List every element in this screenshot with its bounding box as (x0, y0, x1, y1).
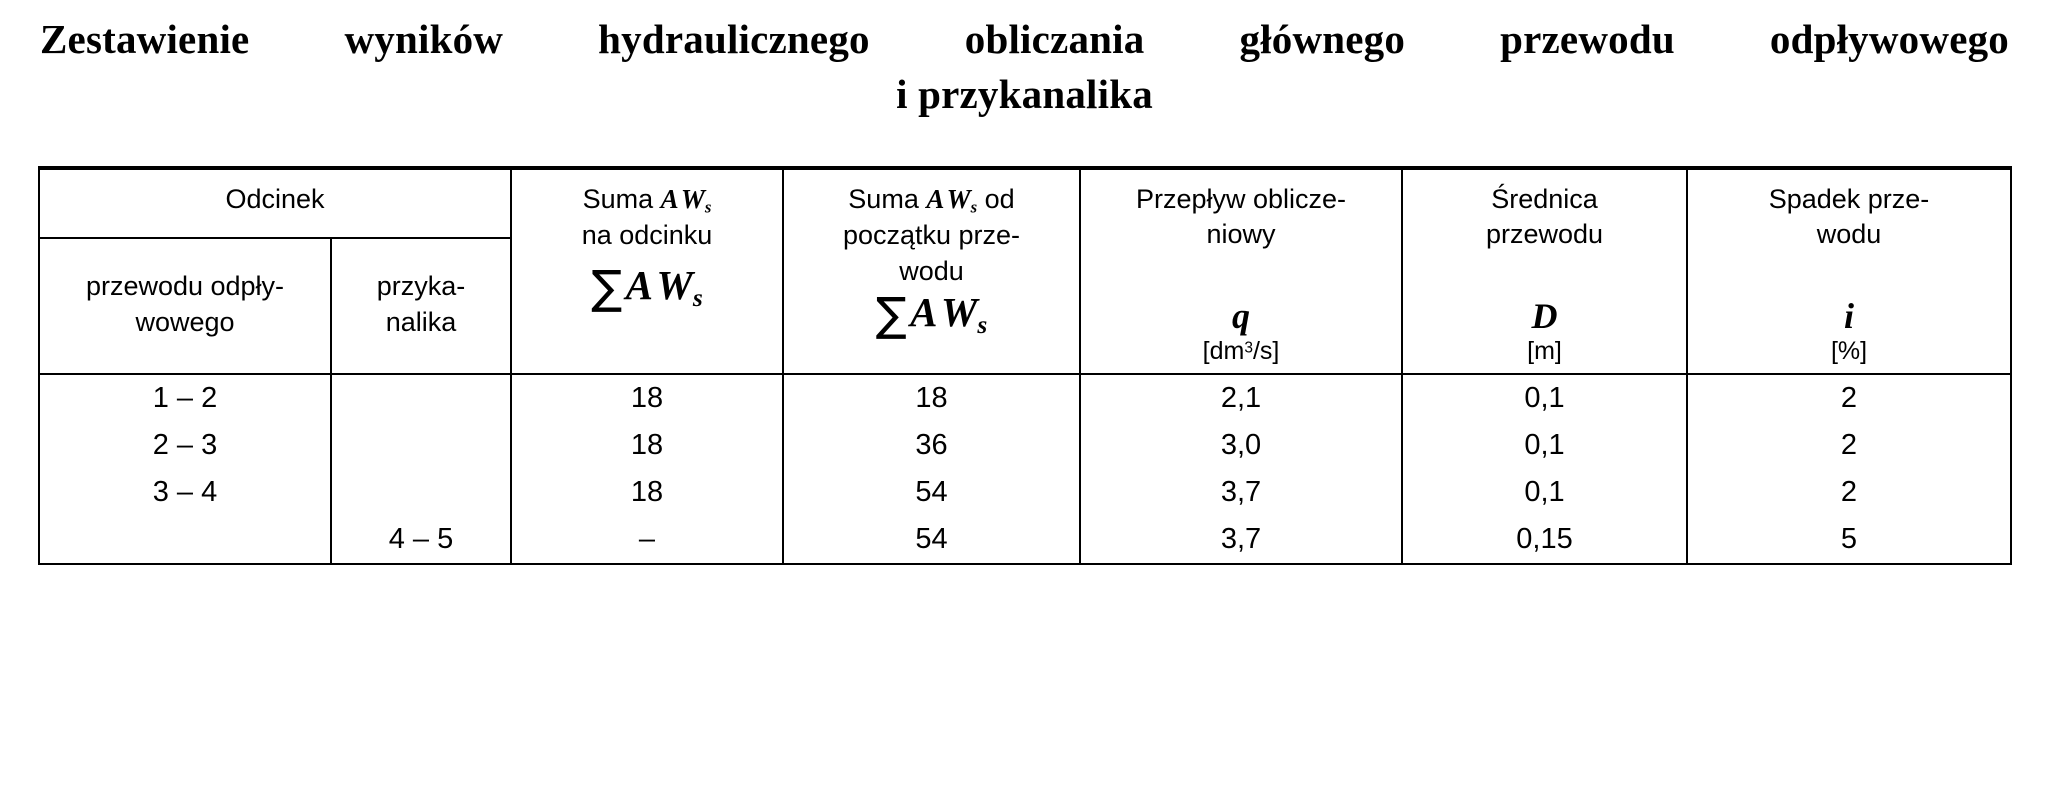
value-i-4: 5 (1840, 523, 1858, 556)
cell-odcinek-przykanalika (331, 374, 511, 564)
header-spadek (1687, 168, 2011, 374)
value-q-4: 3,7 (1220, 523, 1262, 556)
header-przewodu-odplywowego (39, 238, 331, 374)
value-odcinek-przykanalika-3 (332, 469, 510, 516)
value-odcinek-przykanalika-1 (332, 375, 510, 422)
page-title-line-1: Zestawienie wyników hydraulicznego obliczania głównego przewodu odpływowego (40, 16, 2009, 62)
value-D-1: 0,1 (1524, 382, 1565, 415)
header-sum-symbol-odcinek: ∑ A $W_s$ (591, 259, 703, 314)
header-suma-na-odcinku-post: na odcinku (581, 220, 713, 251)
header-srednica-symbol: D (1531, 296, 1558, 337)
header-spadek-label: Spadek prze- wodu (1768, 184, 1930, 250)
header-sum-symbol-poczatek: ∑ A $W_s$ (875, 286, 988, 341)
header-przeplyw-unit: $[dm^3/s]$ (1202, 336, 1280, 365)
header-suma-na-odcinku-symbol: A $W_s$ (660, 184, 712, 217)
value-suma-poczatek-1: 18 (915, 382, 948, 415)
header-suma-na-odcinku-pre: Suma (582, 184, 661, 214)
value-suma-odcinek-3: 18 (630, 476, 664, 509)
header-srednica-unit: [m] (1527, 336, 1562, 365)
table-header-row-top (39, 168, 2011, 238)
header-srednica-label: Średnica przewodu (1485, 184, 1604, 250)
value-D-3: 0,1 (1524, 476, 1565, 509)
cell-srednica (1402, 374, 1687, 564)
value-i-1: 2 (1840, 382, 1858, 415)
value-D-2: 0,1 (1524, 429, 1565, 462)
value-suma-poczatek-4: 54 (915, 523, 948, 556)
value-odcinek-przykanalika-2 (332, 422, 510, 469)
header-suma-od-poczatku-symbol: A $W_s$ (926, 184, 978, 217)
header-odcinek (39, 168, 511, 238)
cell-spadek (1687, 374, 2011, 564)
value-q-1: 2,1 (1220, 382, 1262, 415)
cell-przeplyw (1080, 374, 1402, 564)
value-i-2: 2 (1840, 429, 1858, 462)
header-suma-od-poczatku-post: od początku prze- wodu (842, 184, 1021, 286)
value-odcinek-przewodu-1: 1 – 2 (152, 382, 218, 415)
value-q-3: 3,7 (1220, 476, 1262, 509)
header-przykanalika (331, 238, 511, 374)
page-title (40, 14, 2009, 121)
value-odcinek-przykanalika-4: 4 – 5 (388, 523, 454, 556)
table-body-row (39, 374, 2011, 564)
header-spadek-unit: [%] (1830, 336, 1868, 365)
header-suma-od-poczatku-pre: Suma (848, 184, 927, 214)
cell-suma-na-odcinku (511, 374, 783, 564)
value-odcinek-przewodu-2: 2 – 3 (152, 429, 218, 462)
value-D-4: 0,15 (1516, 523, 1573, 556)
value-q-2: 3,0 (1220, 429, 1262, 462)
value-suma-poczatek-3: 54 (915, 476, 948, 509)
value-suma-odcinek-4: – (638, 523, 656, 556)
header-przeplyw (1080, 168, 1402, 374)
header-srednica (1402, 168, 1687, 374)
header-suma-od-poczatku (783, 168, 1080, 374)
header-odcinek-label: Odcinek (225, 184, 325, 214)
header-spadek-symbol: i (1843, 296, 1854, 337)
document-page (0, 14, 2049, 785)
value-suma-poczatek-2: 36 (915, 429, 948, 462)
cell-odcinek-przewodu (39, 374, 331, 564)
value-odcinek-przewodu-3: 3 – 4 (152, 476, 218, 509)
value-odcinek-przewodu-4 (40, 516, 330, 563)
header-suma-na-odcinku (511, 168, 783, 374)
header-przeplyw-symbol: q (1232, 296, 1250, 337)
header-przykanalika-label: przyka- nalika (376, 271, 466, 337)
value-i-3: 2 (1840, 476, 1858, 509)
page-title-line-2: i przykanalika (896, 71, 1153, 118)
value-suma-odcinek-1: 18 (630, 382, 664, 415)
results-table (38, 166, 2012, 565)
cell-suma-od-poczatku (783, 374, 1080, 564)
value-suma-odcinek-2: 18 (630, 429, 664, 462)
header-przeplyw-label: Przepływ oblicze- niowy (1135, 184, 1347, 250)
header-przewodu-odplywowego-label: przewodu odpły- wowego (85, 271, 285, 337)
